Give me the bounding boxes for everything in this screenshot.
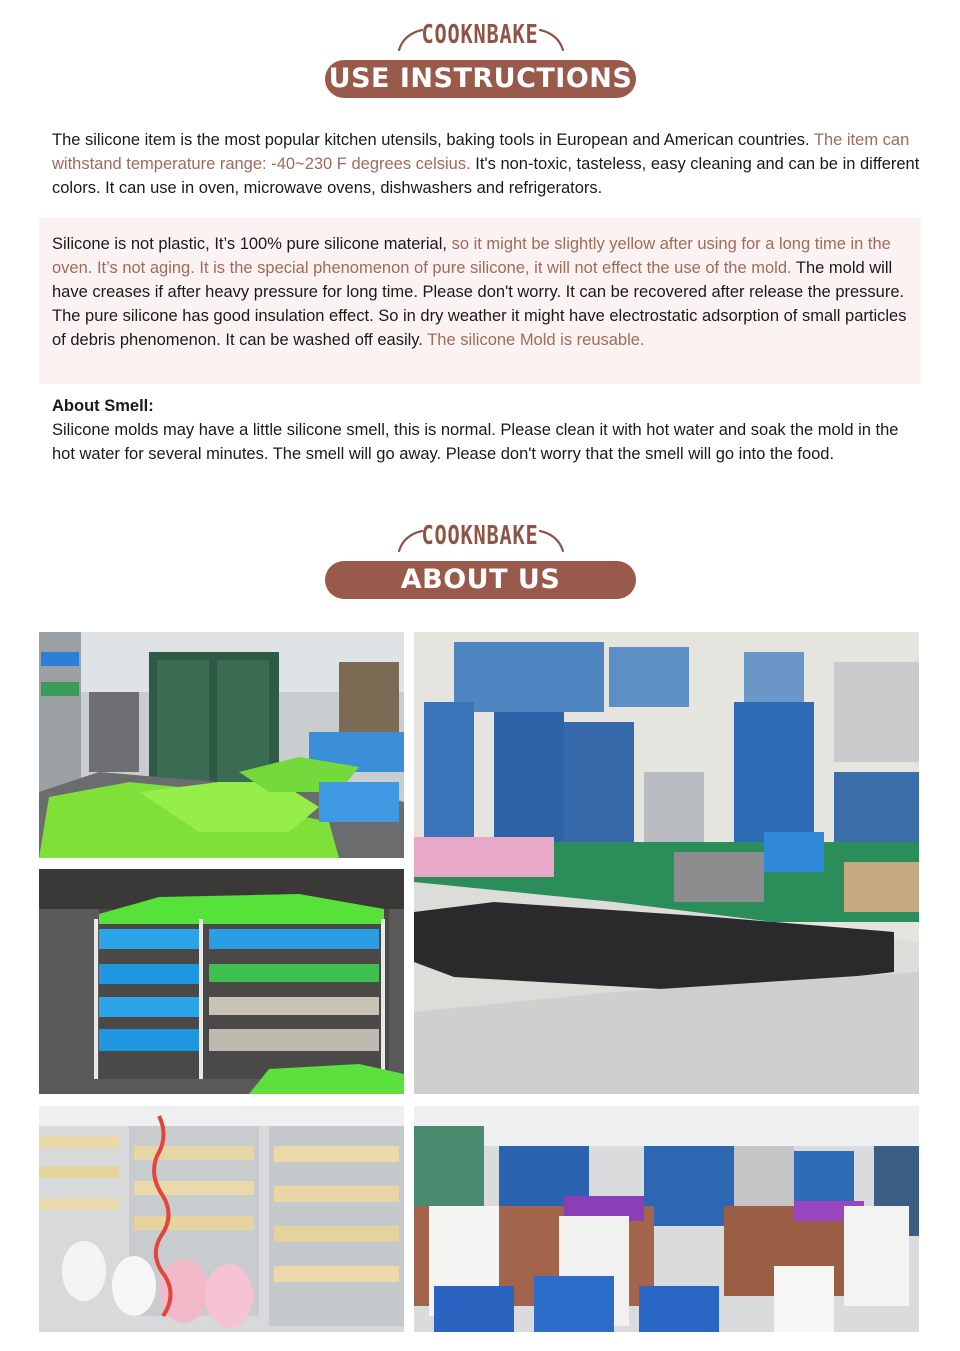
- smell-section: [52, 394, 922, 466]
- brand-logo: COOKNBAKE: [421, 20, 539, 50]
- use-instructions-header: [0, 20, 960, 100]
- factory-photo-press-workshop: [414, 632, 919, 1094]
- about-us-header: [0, 521, 960, 601]
- material-text: Silicone is not plastic, It’s 100% pure silicone material,: [52, 235, 452, 253]
- material-text-cont: The mold will have creases if after heavy pressure for long time. Please don't worry. It can be recovered after release the pressure. The pure silicone has good insulation effect. So in dry weather it might have electrostatic adsorption of small particles of debris phenomenon. It can be washed off easily.: [52, 259, 907, 349]
- factory-photo-green-molds: [39, 632, 404, 858]
- section-title: ABOUT US: [325, 561, 636, 599]
- yellowing-highlight: so it might be slightly yellow after using for a long time in the oven. It’s not aging. It is the special phenomenon of pure silicone, it will not effect the use of the mold.: [52, 235, 891, 277]
- smell-heading: About Smell:: [52, 397, 154, 415]
- intro-paragraph: [52, 128, 922, 200]
- factory-photo-production-line: [414, 1106, 919, 1332]
- temperature-highlight: The item can withstand temperature range: -40~230 F degrees celsius.: [52, 131, 910, 173]
- factory-photo-blue-racks: [39, 869, 404, 1094]
- smell-text: Silicone molds may have a little silicone smell, this is normal. Please clean it with hot water and soak the mold in the hot water for several minutes. The smell will go away. Please don't worry that the smell will go into the food.: [52, 421, 899, 463]
- factory-photo-storage-shelves: [39, 1106, 404, 1332]
- swoosh-right-icon: [536, 26, 566, 52]
- swoosh-right-icon: [536, 527, 566, 553]
- intro-text-cont: It's non-toxic, tasteless, easy cleaning and can be in different colors. It can use in oven, microwave ovens, dishwashers and refrigerators.: [52, 155, 920, 197]
- section-title: USE INSTRUCTIONS: [325, 60, 636, 98]
- reusable-highlight: The silicone Mold is reusable.: [427, 331, 645, 349]
- intro-text: The silicone item is the most popular kitchen utensils, baking tools in European and American countries.: [52, 131, 810, 149]
- brand-logo: COOKNBAKE: [421, 521, 539, 551]
- material-paragraph: [52, 232, 922, 352]
